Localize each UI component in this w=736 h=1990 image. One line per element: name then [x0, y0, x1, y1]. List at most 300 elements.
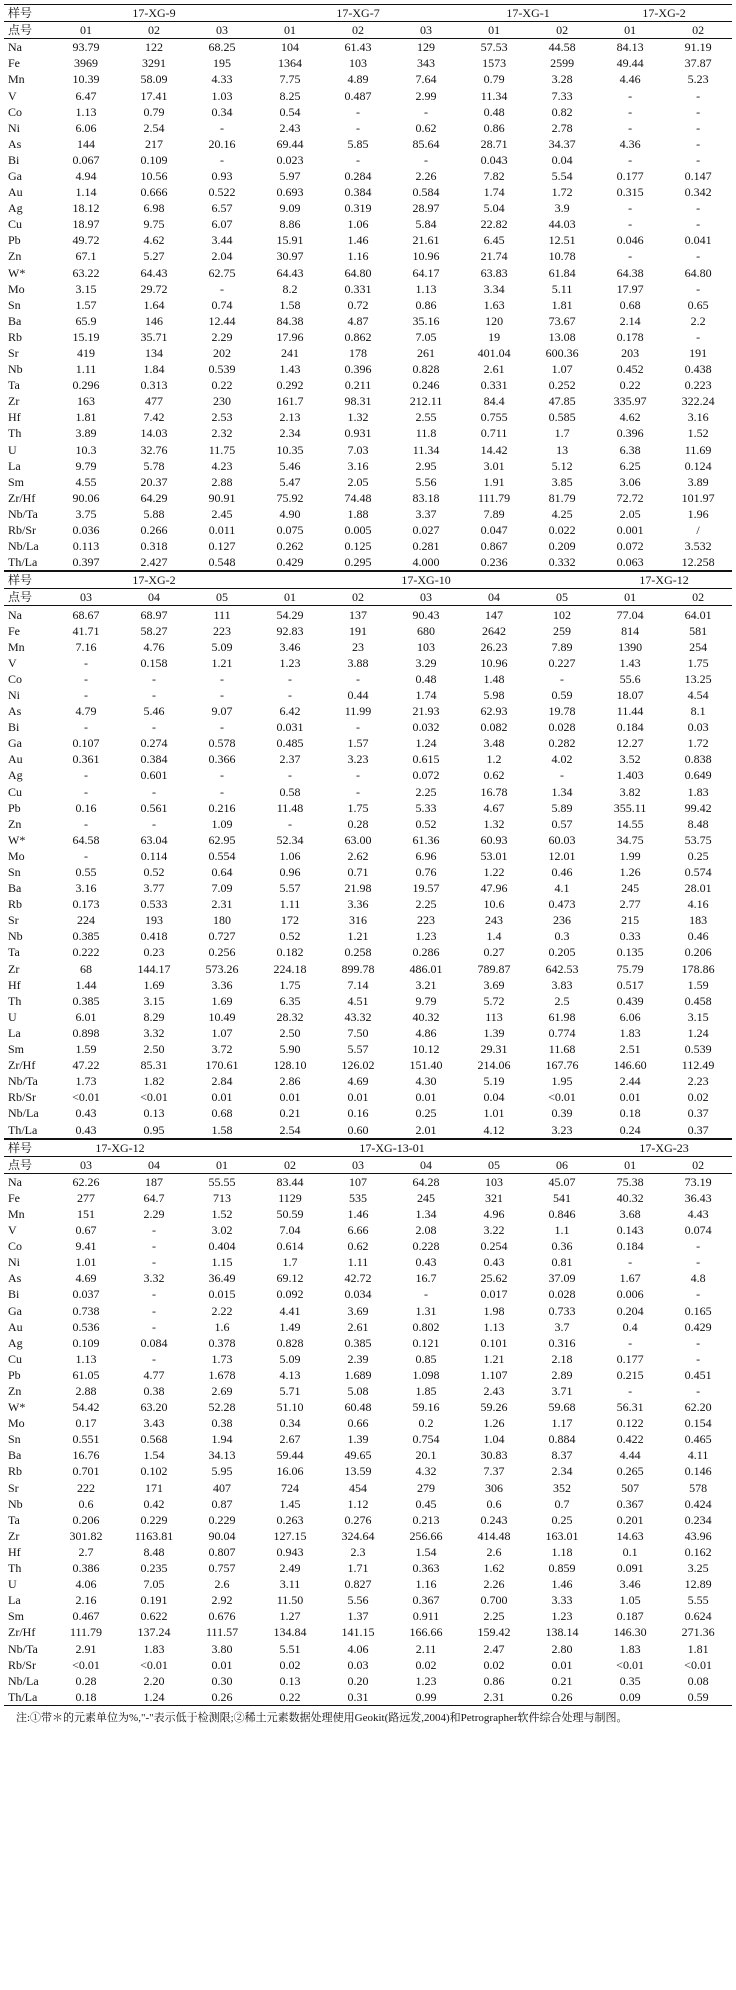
element-name: La [8, 1593, 21, 1608]
table-cell: 11.34 [480, 88, 508, 103]
table-cell: 0.107 [72, 736, 100, 751]
table-cell: 401.04 [477, 346, 511, 361]
table-cell: - [84, 671, 88, 686]
element-name: Co [8, 671, 23, 686]
table-cell: 3.532 [684, 539, 712, 554]
table-cell: 75.79 [616, 961, 644, 976]
table-cell: 2.61 [347, 1319, 369, 1334]
table-row [4, 1009, 732, 1025]
table-cell: 44.03 [548, 217, 576, 232]
table-cell: 0.222 [72, 945, 100, 960]
table-cell: 1.37 [347, 1609, 369, 1624]
table-cell: 0.58 [279, 784, 301, 799]
element-name: Na [8, 607, 22, 622]
table-cell: 0.429 [256, 554, 324, 571]
table-cell: 5.09 [211, 639, 233, 654]
element-name: Zr/Hf [8, 1058, 36, 1073]
table-cell: 151 [77, 1206, 95, 1221]
table-row [4, 816, 732, 832]
table-cell: - [356, 120, 361, 135]
table-cell: 0.738 [72, 1303, 100, 1318]
table-cell: 600.36 [545, 346, 579, 361]
table-cell: 0.028 [548, 1287, 576, 1302]
table-cell: 1.75 [687, 655, 709, 670]
table-cell: 1.23 [551, 1609, 573, 1624]
table-cell: 1.99 [619, 848, 641, 863]
table-cell: 6.06 [619, 1009, 641, 1024]
table-cell: 1.44 [75, 977, 97, 992]
table-row [4, 1319, 732, 1335]
table-cell: 183 [689, 913, 708, 928]
table-cell: - [220, 784, 225, 799]
element-name: U [8, 1009, 17, 1024]
table-cell: 64.7 [143, 1190, 165, 1205]
table-cell: 54.42 [72, 1400, 100, 1415]
table-cell: 64.28 [412, 1174, 440, 1189]
table-cell: 73.67 [548, 313, 576, 328]
table-cell: 0.258 [344, 945, 372, 960]
table-cell: 15.91 [276, 233, 304, 248]
table-cell: 137.24 [137, 1625, 171, 1640]
table-cell: - [560, 671, 565, 686]
table-cell: 163 [77, 394, 95, 409]
table-cell: 3.25 [687, 1561, 709, 1576]
table-cell: 59.44 [276, 1448, 304, 1463]
table-cell: 0.006 [616, 1287, 644, 1302]
table-cell: 2.6 [486, 1544, 502, 1559]
table-cell: 29.72 [140, 281, 168, 296]
table-cell: 5.51 [279, 1641, 301, 1656]
table-cell: 0.187 [616, 1609, 644, 1624]
table-cell: 4.87 [347, 313, 369, 328]
table-cell: 0.43 [483, 1255, 505, 1270]
table-cell: 0.165 [684, 1303, 712, 1318]
table-cell: 0.027 [412, 523, 440, 538]
table-cell: 13.59 [344, 1464, 372, 1479]
table-cell: 128.10 [273, 1058, 307, 1073]
table-cell: 1.13 [483, 1319, 505, 1334]
table-cell: 1.91 [483, 474, 505, 489]
table-cell: 3.36 [347, 897, 369, 912]
element-name: Mo [8, 1416, 25, 1431]
table-cell: 5.56 [347, 1593, 369, 1608]
table-cell: 7.89 [551, 639, 573, 654]
element-name: Hf [8, 1544, 21, 1559]
table-cell: 41.71 [72, 623, 100, 638]
sample-group-name: 17-XG-9 [52, 5, 256, 22]
table-cell: 15.19 [72, 329, 100, 344]
table-cell: 230 [213, 394, 232, 409]
table-cell: 9.75 [143, 217, 165, 232]
table-cell: 271.36 [681, 1625, 715, 1640]
table-cell: 0.367 [616, 1496, 644, 1511]
table-cell: - [84, 816, 88, 831]
table-cell: 2.50 [143, 1042, 165, 1057]
table-cell: 0.03 [687, 720, 709, 735]
table-cell: 0.827 [344, 1577, 372, 1592]
table-cell: 1.31 [415, 1303, 437, 1318]
table-cell: 26.23 [480, 639, 508, 654]
table-cell: 1.34 [415, 1206, 437, 1221]
table-cell: 0.21 [279, 1106, 301, 1121]
element-name: U [8, 1577, 17, 1592]
table-cell: 0.043 [480, 152, 508, 167]
point-number: 01 [188, 1156, 256, 1173]
table-cell: 0.452 [616, 362, 644, 377]
table-cell: 0.154 [684, 1416, 712, 1431]
table-cell: 236 [553, 913, 572, 928]
table-cell: - [628, 217, 633, 232]
table-cell: 335.97 [613, 394, 647, 409]
table-cell: 2.3 [350, 1544, 366, 1559]
table-cell: 12.258 [664, 554, 732, 571]
table-cell: 0.34 [279, 1416, 301, 1431]
table-cell: 3.15 [687, 1009, 709, 1024]
table-row [4, 751, 732, 767]
table-cell: 0.102 [140, 1464, 168, 1479]
table-cell: 63.22 [72, 265, 100, 280]
table-cell: 212.11 [409, 394, 443, 409]
table-cell: 3.29 [415, 655, 437, 670]
table-cell: 2.23 [687, 1074, 709, 1089]
table-cell: 68 [80, 961, 92, 976]
table-row [4, 719, 732, 735]
table-cell: 486.01 [409, 961, 443, 976]
table-cell: - [696, 217, 701, 232]
table-cell: 7.05 [415, 329, 437, 344]
table-cell: 138.14 [545, 1625, 579, 1640]
table-cell: 20.1 [415, 1448, 437, 1463]
table-row [4, 1121, 732, 1138]
table-cell: 2.39 [347, 1351, 369, 1366]
element-name: Pb [8, 800, 21, 815]
table-cell: 1.7 [282, 1255, 298, 1270]
table-cell: 0.101 [480, 1335, 508, 1350]
table-cell: 1.26 [483, 1416, 505, 1431]
table-cell: - [152, 784, 156, 799]
table-cell: 111.57 [205, 1625, 239, 1640]
table-cell: 6.35 [279, 993, 301, 1008]
element-name: Cu [8, 217, 23, 232]
table-cell: 178 [349, 346, 368, 361]
table-cell: 322.24 [681, 394, 715, 409]
element-name: W* [8, 832, 26, 847]
table-cell: 0.31 [324, 1689, 392, 1706]
table-cell: 0.072 [412, 768, 440, 783]
table-cell: 0.568 [140, 1432, 168, 1447]
table-cell: 56.31 [616, 1400, 644, 1415]
sample-label: 样号 [4, 5, 52, 22]
table-cell: 144.17 [137, 961, 171, 976]
table-cell: 301.82 [69, 1528, 103, 1543]
table-cell: - [628, 88, 633, 103]
table-cell: 3.7 [554, 1319, 570, 1334]
table-cell: 0.862 [344, 329, 372, 344]
element-name: Rb [8, 1464, 23, 1479]
table-cell: 243 [485, 913, 504, 928]
table-cell: 0.177 [616, 1351, 644, 1366]
table-cell: 0.485 [276, 736, 304, 751]
table-row [4, 136, 732, 152]
point-header-row [4, 589, 732, 606]
table-cell: 0.79 [143, 104, 165, 119]
table-cell: 0.256 [208, 945, 236, 960]
table-cell: - [628, 1255, 633, 1270]
table-row [4, 490, 732, 506]
table-cell: 126.02 [341, 1058, 375, 1073]
table-cell: 0.82 [551, 104, 573, 119]
table-cell: 0.404 [208, 1239, 236, 1254]
table-cell: 4.69 [75, 1271, 97, 1286]
table-cell: 4.90 [279, 506, 301, 521]
table-cell: 10.39 [72, 72, 100, 87]
table-cell: 3.06 [619, 474, 641, 489]
table-cell: 0.146 [684, 1464, 712, 1479]
element-name: Rb [8, 329, 23, 344]
table-cell: 2.99 [415, 88, 437, 103]
table-cell: 0.807 [208, 1544, 236, 1559]
table-cell: 3.68 [619, 1206, 641, 1221]
table-cell: 5.84 [415, 217, 437, 232]
table-row [4, 168, 732, 184]
table-cell: 0.01 [211, 1090, 233, 1105]
table-cell: 9.79 [415, 993, 437, 1008]
table-cell: 47.85 [548, 394, 576, 409]
table-cell: 3.32 [143, 1271, 165, 1286]
table-cell: 541 [553, 1190, 572, 1205]
table-cell: 1.43 [619, 655, 641, 670]
table-cell: 75.92 [276, 490, 304, 505]
table-row [4, 522, 732, 538]
table-cell: 0.063 [596, 554, 664, 571]
table-cell: 1.32 [347, 410, 369, 425]
table-cell: 0.206 [72, 1512, 100, 1527]
table-cell: 144 [77, 136, 95, 151]
table-cell: 11.50 [276, 1593, 304, 1608]
table-cell: 4.13 [279, 1367, 301, 1382]
table-cell: 0.4 [622, 1319, 638, 1334]
table-cell: 0.229 [208, 1512, 236, 1527]
table-row [4, 1057, 732, 1073]
table-cell: 0.082 [480, 720, 508, 735]
table-row [4, 1383, 732, 1399]
table-row [4, 655, 732, 671]
element-name: Nb/Ta [8, 506, 38, 521]
table-cell: 277 [77, 1190, 95, 1205]
table-cell: 111 [213, 607, 231, 622]
table-cell: 1.81 [551, 297, 573, 312]
table-cell: 0.121 [412, 1335, 440, 1350]
table-cell: 0.624 [684, 1609, 712, 1624]
table-cell: 4.79 [75, 704, 97, 719]
table-cell: 0.034 [344, 1287, 372, 1302]
table-cell: 306 [485, 1480, 504, 1495]
table-cell: 35.71 [140, 329, 168, 344]
table-cell: 1163.81 [134, 1528, 174, 1543]
table-cell: 4.36 [619, 136, 641, 151]
element-name: Rb/Sr [8, 1090, 37, 1105]
table-cell: 54.29 [276, 607, 304, 622]
table-cell: 0.191 [140, 1593, 168, 1608]
table-row [4, 944, 732, 960]
table-cell: 241 [281, 346, 300, 361]
table-cell: 1.69 [211, 993, 233, 1008]
table-cell: 10.56 [140, 168, 168, 183]
point-number: 04 [120, 589, 188, 606]
element-name: Ga [8, 168, 22, 183]
table-cell: 1.4 [486, 929, 502, 944]
table-row [4, 425, 732, 441]
table-cell: 1.21 [483, 1351, 505, 1366]
table-cell: 324.64 [341, 1528, 375, 1543]
table-cell: 5.09 [279, 1351, 301, 1366]
table-cell: 1.17 [551, 1416, 573, 1431]
element-name: Nb [8, 1496, 23, 1511]
point-number: 02 [324, 22, 392, 39]
table-cell: 0.52 [415, 816, 437, 831]
table-cell: 214.06 [477, 1058, 511, 1073]
table-row [4, 361, 732, 377]
table-cell: 0.028 [548, 720, 576, 735]
table-cell: 0.015 [208, 1287, 236, 1302]
table-cell: 0.439 [616, 993, 644, 1008]
table-cell: 0.046 [616, 233, 644, 248]
element-name: W* [8, 1400, 26, 1415]
table-cell: 0.313 [140, 378, 168, 393]
table-cell: 5.27 [143, 249, 165, 264]
table-cell: 52.34 [276, 832, 304, 847]
data-table-block [4, 4, 732, 571]
table-cell: 1.11 [279, 897, 301, 912]
element-name: Th [8, 993, 22, 1008]
table-cell: 5.57 [347, 1042, 369, 1057]
table-cell: 419 [77, 346, 95, 361]
table-cell: 11.48 [276, 800, 304, 815]
table-cell: 0.24 [596, 1121, 664, 1138]
table-cell: 172 [281, 913, 300, 928]
table-cell: 0.315 [616, 185, 644, 200]
table-cell: 14.55 [616, 816, 644, 831]
table-row [4, 1689, 732, 1706]
table-cell: 0.378 [208, 1335, 236, 1350]
table-cell: 0.828 [276, 1335, 304, 1350]
table-cell: 0.30 [211, 1673, 233, 1688]
table-cell: 4.86 [415, 1025, 437, 1040]
table-cell: 84.4 [483, 394, 505, 409]
element-name: Sm [8, 1609, 25, 1624]
table-cell: 0.18 [619, 1106, 641, 1121]
table-cell: 59.16 [412, 1400, 440, 1415]
point-number: 02 [664, 1156, 732, 1173]
table-cell: 103 [417, 639, 436, 654]
table-cell: 62.26 [72, 1174, 100, 1189]
element-name: As [8, 704, 22, 719]
element-name: Rb/Sr [8, 523, 37, 538]
table-cell: 4.89 [347, 72, 369, 87]
table-cell: 1.11 [347, 1255, 369, 1270]
table-cell: 1.03 [211, 88, 233, 103]
table-cell: 3.02 [211, 1223, 233, 1238]
table-cell: 0.693 [276, 185, 304, 200]
table-cell: - [696, 1239, 701, 1254]
table-cell: 3.22 [483, 1223, 505, 1238]
table-cell: 0.36 [551, 1239, 573, 1254]
table-row [4, 184, 732, 200]
table-cell: 573.26 [205, 961, 239, 976]
table-cell: <0.01 [548, 1090, 576, 1105]
table-cell: 2.80 [551, 1641, 573, 1656]
table-cell: 0.318 [140, 539, 168, 554]
table-cell: 2.43 [483, 1384, 505, 1399]
table-cell: 99.42 [684, 800, 712, 815]
table-row [4, 1673, 732, 1689]
table-cell: 2.55 [415, 410, 437, 425]
sample-header-row [4, 572, 732, 589]
table-cell: - [356, 768, 361, 783]
table-cell: 64.80 [684, 265, 712, 280]
table-cell: - [152, 1239, 156, 1254]
table-cell: - [628, 201, 633, 216]
table-cell: 12.89 [684, 1577, 712, 1592]
table-cell: 0.385 [344, 1335, 372, 1350]
table-cell: 74.48 [344, 490, 372, 505]
table-cell: 1.81 [75, 410, 97, 425]
table-cell: 223 [213, 623, 232, 638]
table-cell: 4.16 [687, 897, 709, 912]
table-row [4, 458, 732, 474]
table-cell: 0.13 [279, 1673, 301, 1688]
table-cell: 0.458 [684, 993, 712, 1008]
table-cell: 10.12 [412, 1042, 440, 1057]
table-cell: 0.331 [344, 281, 372, 296]
table-cell: 63.20 [140, 1400, 168, 1415]
table-cell: 2.26 [415, 168, 437, 183]
table-cell: 3.72 [211, 1042, 233, 1057]
table-cell: 1.09 [211, 816, 233, 831]
table-cell: 43.96 [684, 1528, 712, 1543]
table-cell: - [628, 104, 633, 119]
table-cell: 2.61 [483, 362, 505, 377]
table-cell: 2.2 [690, 313, 706, 328]
element-name: Ga [8, 736, 22, 751]
table-cell: 8.29 [143, 1009, 165, 1024]
table-cell: 17.97 [616, 281, 644, 296]
element-name: Zr [8, 961, 20, 976]
table-cell: 13 [556, 442, 569, 457]
table-cell: 64.38 [616, 265, 644, 280]
table-cell: 141.15 [341, 1625, 375, 1640]
table-cell: 5.46 [279, 458, 301, 473]
table-cell: 0.62 [483, 768, 505, 783]
table-cell: 1.59 [75, 1042, 97, 1057]
table-cell: 4.11 [687, 1448, 709, 1463]
table-cell: 63.83 [480, 265, 508, 280]
table-cell: 122 [145, 40, 163, 55]
table-row [4, 104, 732, 120]
table-cell: 0.229 [140, 1512, 168, 1527]
element-name: Nb [8, 929, 23, 944]
table-cell: 0.109 [72, 1335, 100, 1350]
table-cell: 1.04 [483, 1432, 505, 1447]
table-cell: 36.49 [208, 1271, 236, 1286]
table-cell: 4.06 [75, 1577, 97, 1592]
element-name: Nb/La [8, 539, 39, 554]
table-row [4, 71, 732, 87]
table-row [4, 1222, 732, 1238]
point-number: 03 [52, 1156, 120, 1173]
table-cell: 0.234 [684, 1512, 712, 1527]
table-cell: 1.54 [415, 1544, 437, 1559]
